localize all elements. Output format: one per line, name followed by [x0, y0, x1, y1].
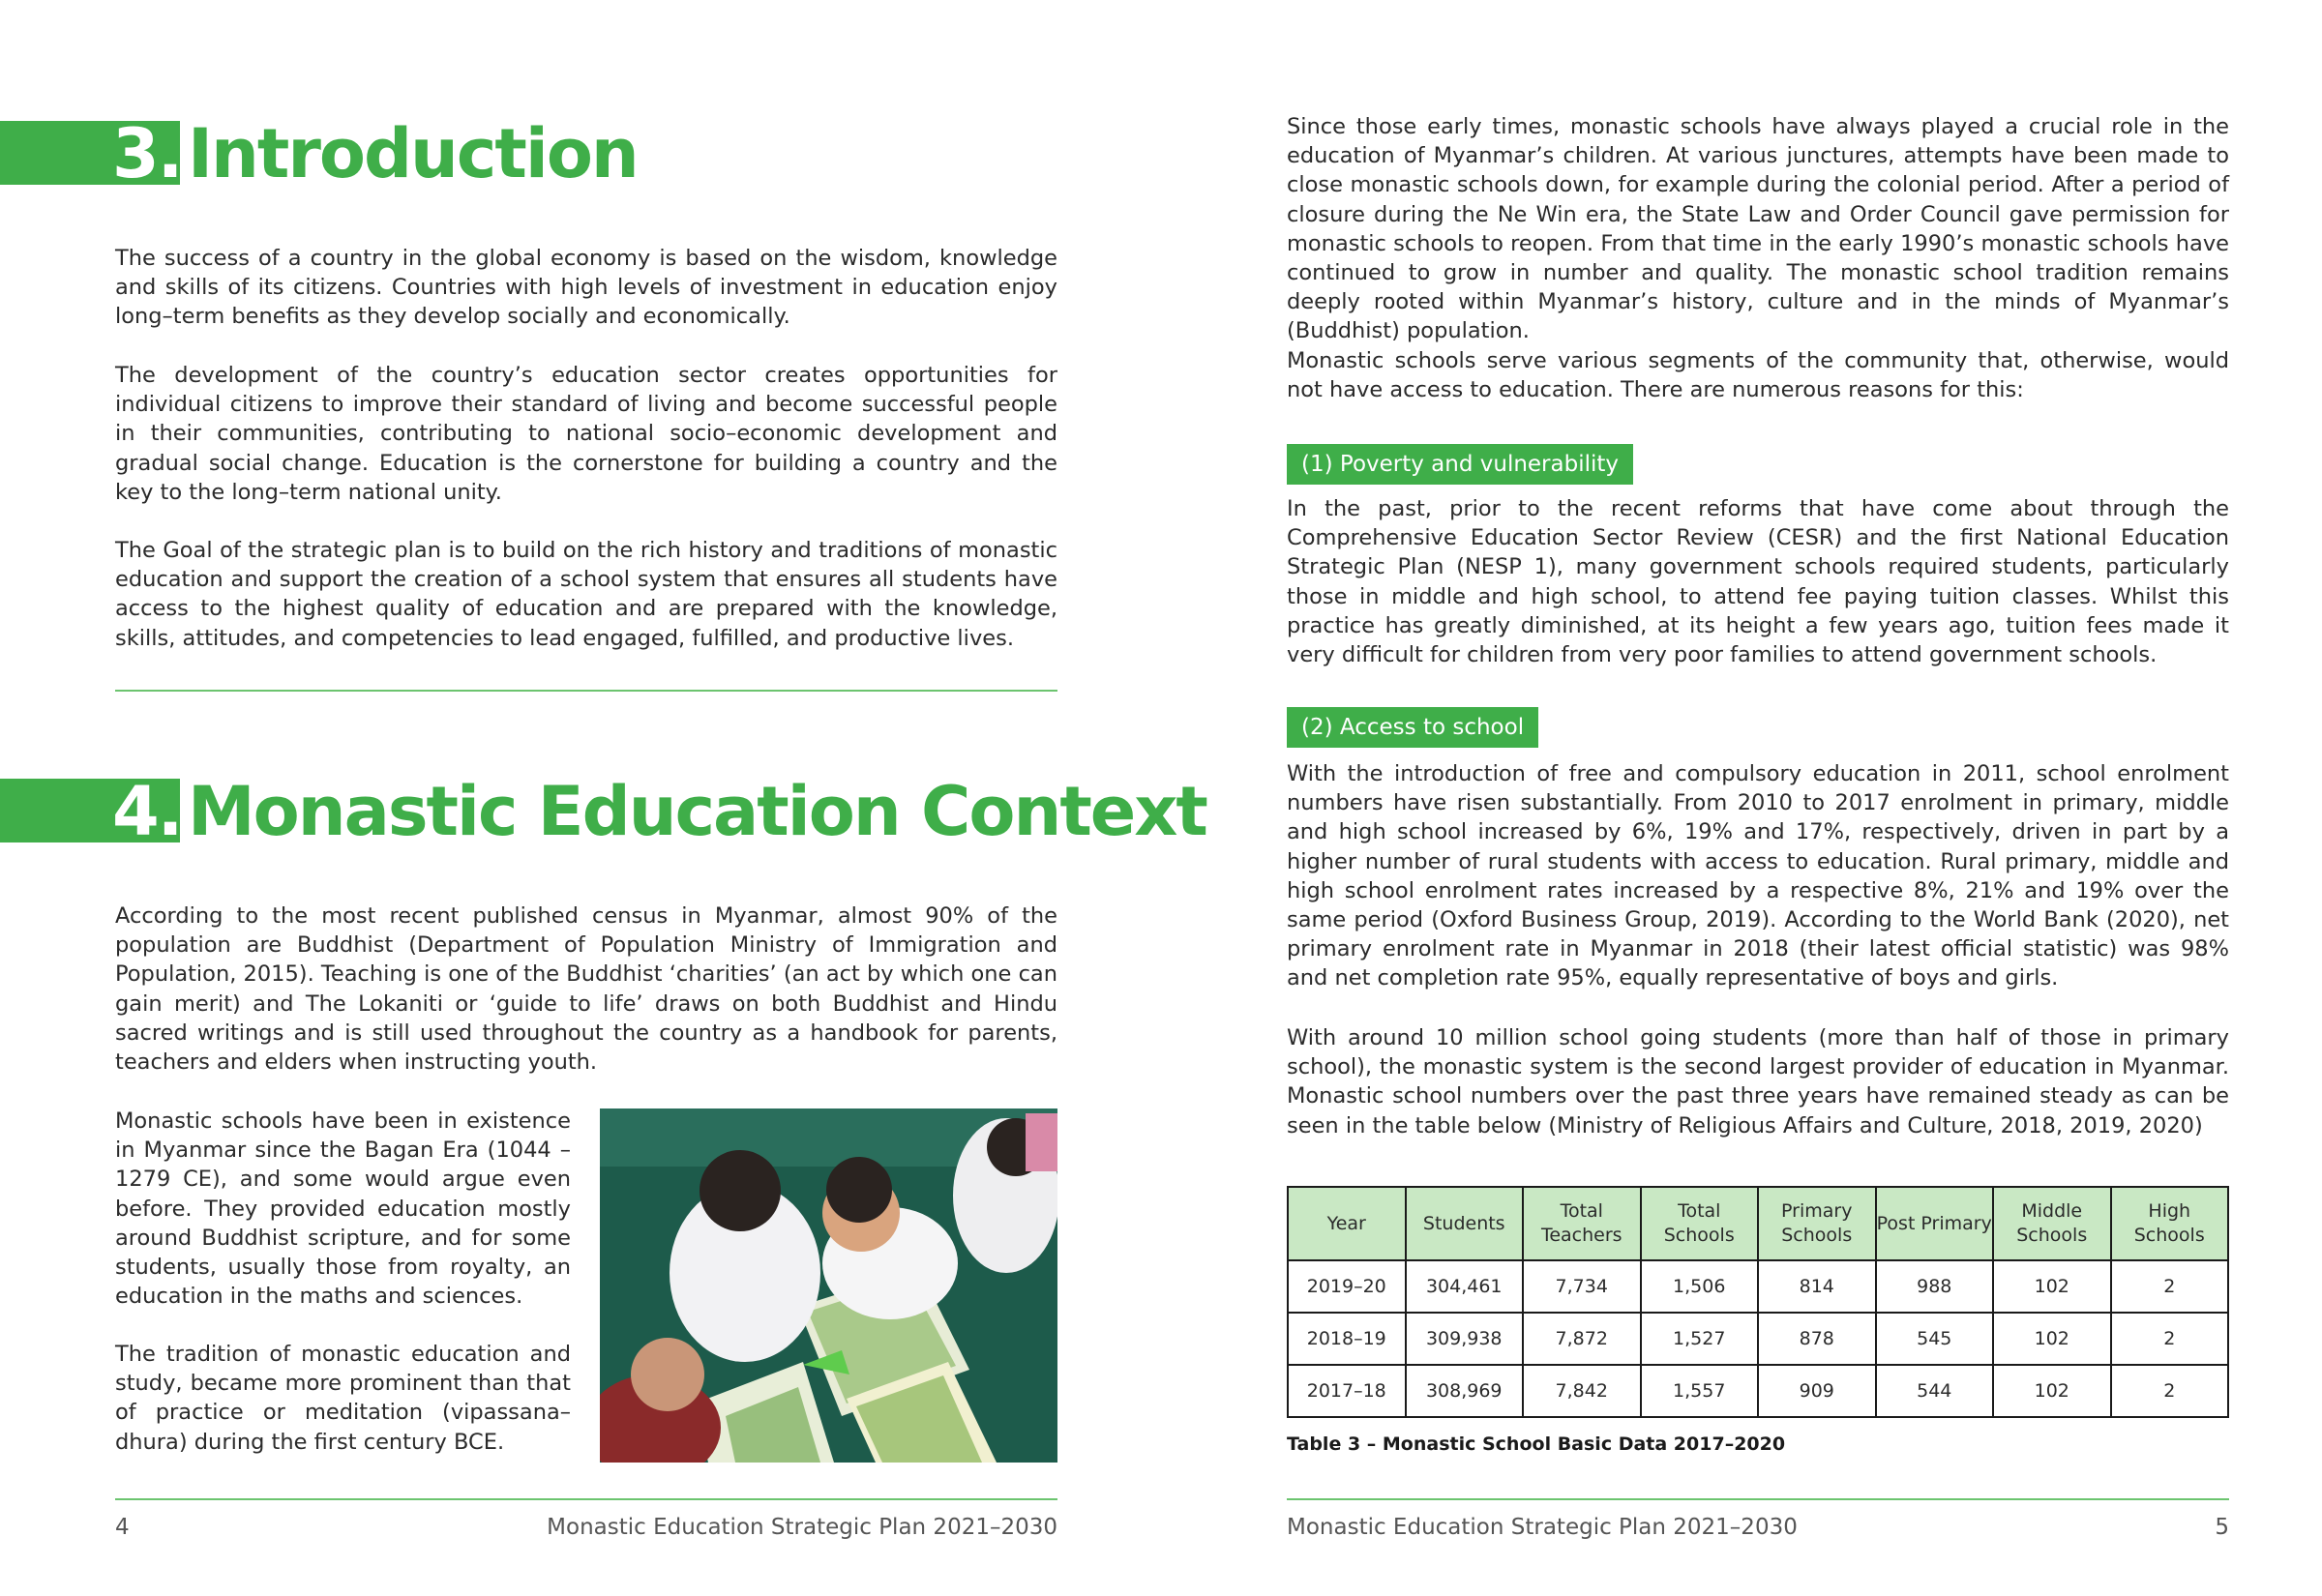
table-cell: 1,557	[1641, 1365, 1759, 1417]
subheading-access: (2) Access to school	[1287, 707, 1538, 748]
table-cell: 544	[1876, 1365, 1994, 1417]
table-cell: 2	[2111, 1313, 2229, 1365]
table-row	[1288, 1365, 2228, 1417]
intro-paragraph-1: The success of a country in the global economy is based on the wisdom, knowledge and skills of its citizens. Countries with high levels of investment in education enjoy long–term benefits as they develop socially and economically.	[115, 246, 1057, 330]
table-cell: 1,527	[1641, 1313, 1759, 1365]
table-row	[1288, 1313, 2228, 1365]
table-header-cell: Year	[1288, 1187, 1406, 1260]
table-cell: 2018–19	[1288, 1313, 1406, 1365]
section-divider	[115, 690, 1057, 692]
footer-divider-left	[115, 1498, 1057, 1500]
table-header-cell: Students	[1406, 1187, 1524, 1260]
table-cell: 1,506	[1641, 1260, 1759, 1313]
right-paragraph-1: Since those early times, monastic schools have always played a crucial role in the education of Myanmar’s children. At various junctures, attempts have been made to close monastic schools down, for example during the colonial period. After a period of closure during the Ne Win era, the State Law and Order Council gave permission for monastic schools to reopen. From that time in the early 1990’s monastic schools have continued to grow in number and quality. The monastic school tradition remains deeply rooted within Myanmar’s history, culture and in the minds of Myanmar’s (Buddhist) population.	[1287, 114, 2229, 344]
intro-paragraph-3: The Goal of the strategic plan is to build on the rich history and traditions of monastic education and support the creation of a school system that ensures all students have access to the highest quality of education and are prepared with the knowledge, skills, attitudes, and competencies to lead engaged, fulfilled, and productive lives.	[115, 538, 1057, 651]
section-number: 4.	[112, 772, 182, 851]
table-cell: 2017–18	[1288, 1365, 1406, 1417]
page-number-right: 5	[2215, 1515, 2229, 1540]
page-number-left: 4	[115, 1515, 130, 1540]
table-cell: 7,734	[1523, 1260, 1641, 1313]
footer-title-right: Monastic Education Strategic Plan 2021–2030	[1287, 1515, 1798, 1540]
section-title: Monastic Education Context	[188, 772, 1206, 851]
table-cell: 308,969	[1406, 1365, 1524, 1417]
table-cell: 102	[1993, 1260, 2111, 1313]
subheading-poverty: (1) Poverty and vulnerability	[1287, 444, 1633, 485]
right-paragraph-5: With around 10 million school going students (more than half of those in primary school), the monastic system is the second largest provider of education in Myanmar. Monastic school numbers over the past three years have remained steady as can be seen in the table below (Ministry of Religious Affairs and Culture, 2018, 2019, 2020)	[1287, 1025, 2229, 1138]
table-header-cell: Post Primary	[1876, 1187, 1994, 1260]
table-cell: 878	[1758, 1313, 1876, 1365]
section-number: 3.	[112, 114, 182, 193]
table-cell: 304,461	[1406, 1260, 1524, 1313]
table-cell: 814	[1758, 1260, 1876, 1313]
table-caption: Table 3 – Monastic School Basic Data 2017–2020	[1287, 1433, 1786, 1455]
right-paragraph-3: In the past, prior to the recent reforms that have come about through the Comprehensive Education Sector Review (CESR) and the first National Education Strategic Plan (NESP 1), many government schools required students, particularly those in middle and high school, to attend fee paying tuition classes. Whilst this practice has greatly diminished, at its height a few years ago, tuition fees made it very difficult for children from very poor families to attend government schools.	[1287, 496, 2229, 668]
table-cell: 2	[2111, 1260, 2229, 1313]
table-cell: 7,872	[1523, 1313, 1641, 1365]
table-cell: 909	[1758, 1365, 1876, 1417]
table-header-cell: Total Schools	[1641, 1187, 1759, 1260]
table-header-cell: Total Teachers	[1523, 1187, 1641, 1260]
table-header-cell: High Schools	[2111, 1187, 2229, 1260]
intro-paragraph-2: The development of the country’s education sector creates opportunities for individual citizens to improve their standard of living and become successful people in their communities, contributing to national socio–economic development and gradual social change. Education is the cornerstone for building a country and the key to the long–term national unity.	[115, 363, 1057, 505]
footer-divider-right	[1287, 1498, 2229, 1500]
history-paragraph-2: The tradition of monastic education and study, became more prominent than that of practice or meditation (vipassana–dhura) during the first century BCE.	[115, 1342, 571, 1455]
table-cell: 988	[1876, 1260, 1994, 1313]
table-cell: 309,938	[1406, 1313, 1524, 1365]
right-paragraph-2: Monastic schools serve various segments of the community that, otherwise, would not have access to education. There are numerous reasons for this:	[1287, 348, 2229, 403]
table-cell: 7,842	[1523, 1365, 1641, 1417]
footer-title-left: Monastic Education Strategic Plan 2021–2030	[547, 1515, 1057, 1540]
context-paragraph: According to the most recent published census in Myanmar, almost 90% of the population are Buddhist (Department of Population Ministry of Immigration and Population, 2015). Teaching is one of the Buddhist ‘charities’ (an act by which one can gain merit) and The Lokaniti or ‘guide to life’ draws on both Buddhist and Hindu sacred writings and is still used throughout the country as a handbook for parents, teachers and elders when instructing youth.	[115, 903, 1057, 1076]
table-header-cell: Middle Schools	[1993, 1187, 2111, 1260]
table-cell: 102	[1993, 1313, 2111, 1365]
table-cell: 2019–20	[1288, 1260, 1406, 1313]
table-cell: 102	[1993, 1365, 2111, 1417]
right-paragraph-4: With the introduction of free and compulsory education in 2011, school enrolment numbers have risen substantially. From 2010 to 2017 enrolment in primary, middle and high school increased by 6%, 19% and 17%, respectively, driven in part by a higher number of rural students with access to education. Rural primary, middle and high school enrolment rates increased by a respective 8%, 21% and 19% over the same period (Oxford Business Group, 2019). According to the World Bank (2020), net primary enrolment rate in Myanmar in 2018 (their latest official statistic) was 98% and net completion rate 95%, equally representative of boys and girls.	[1287, 761, 2229, 991]
table-header-cell: Primary Schools	[1758, 1187, 1876, 1260]
monastic-data-table	[1287, 1186, 2229, 1418]
section-title: Introduction	[188, 114, 638, 193]
table-header-row	[1288, 1187, 2228, 1260]
table-row	[1288, 1260, 2228, 1313]
history-paragraph-1: Monastic schools have been in existence in Myanmar since the Bagan Era (1044 – 1279 CE), and some would argue even before. They provided education mostly around Buddhist scripture, and for some students, usually those from royalty, an education in the maths and sciences.	[115, 1108, 571, 1310]
table-cell: 545	[1876, 1313, 1994, 1365]
photo-children-reading-maps-icon	[600, 1108, 1057, 1463]
table-cell: 2	[2111, 1365, 2229, 1417]
